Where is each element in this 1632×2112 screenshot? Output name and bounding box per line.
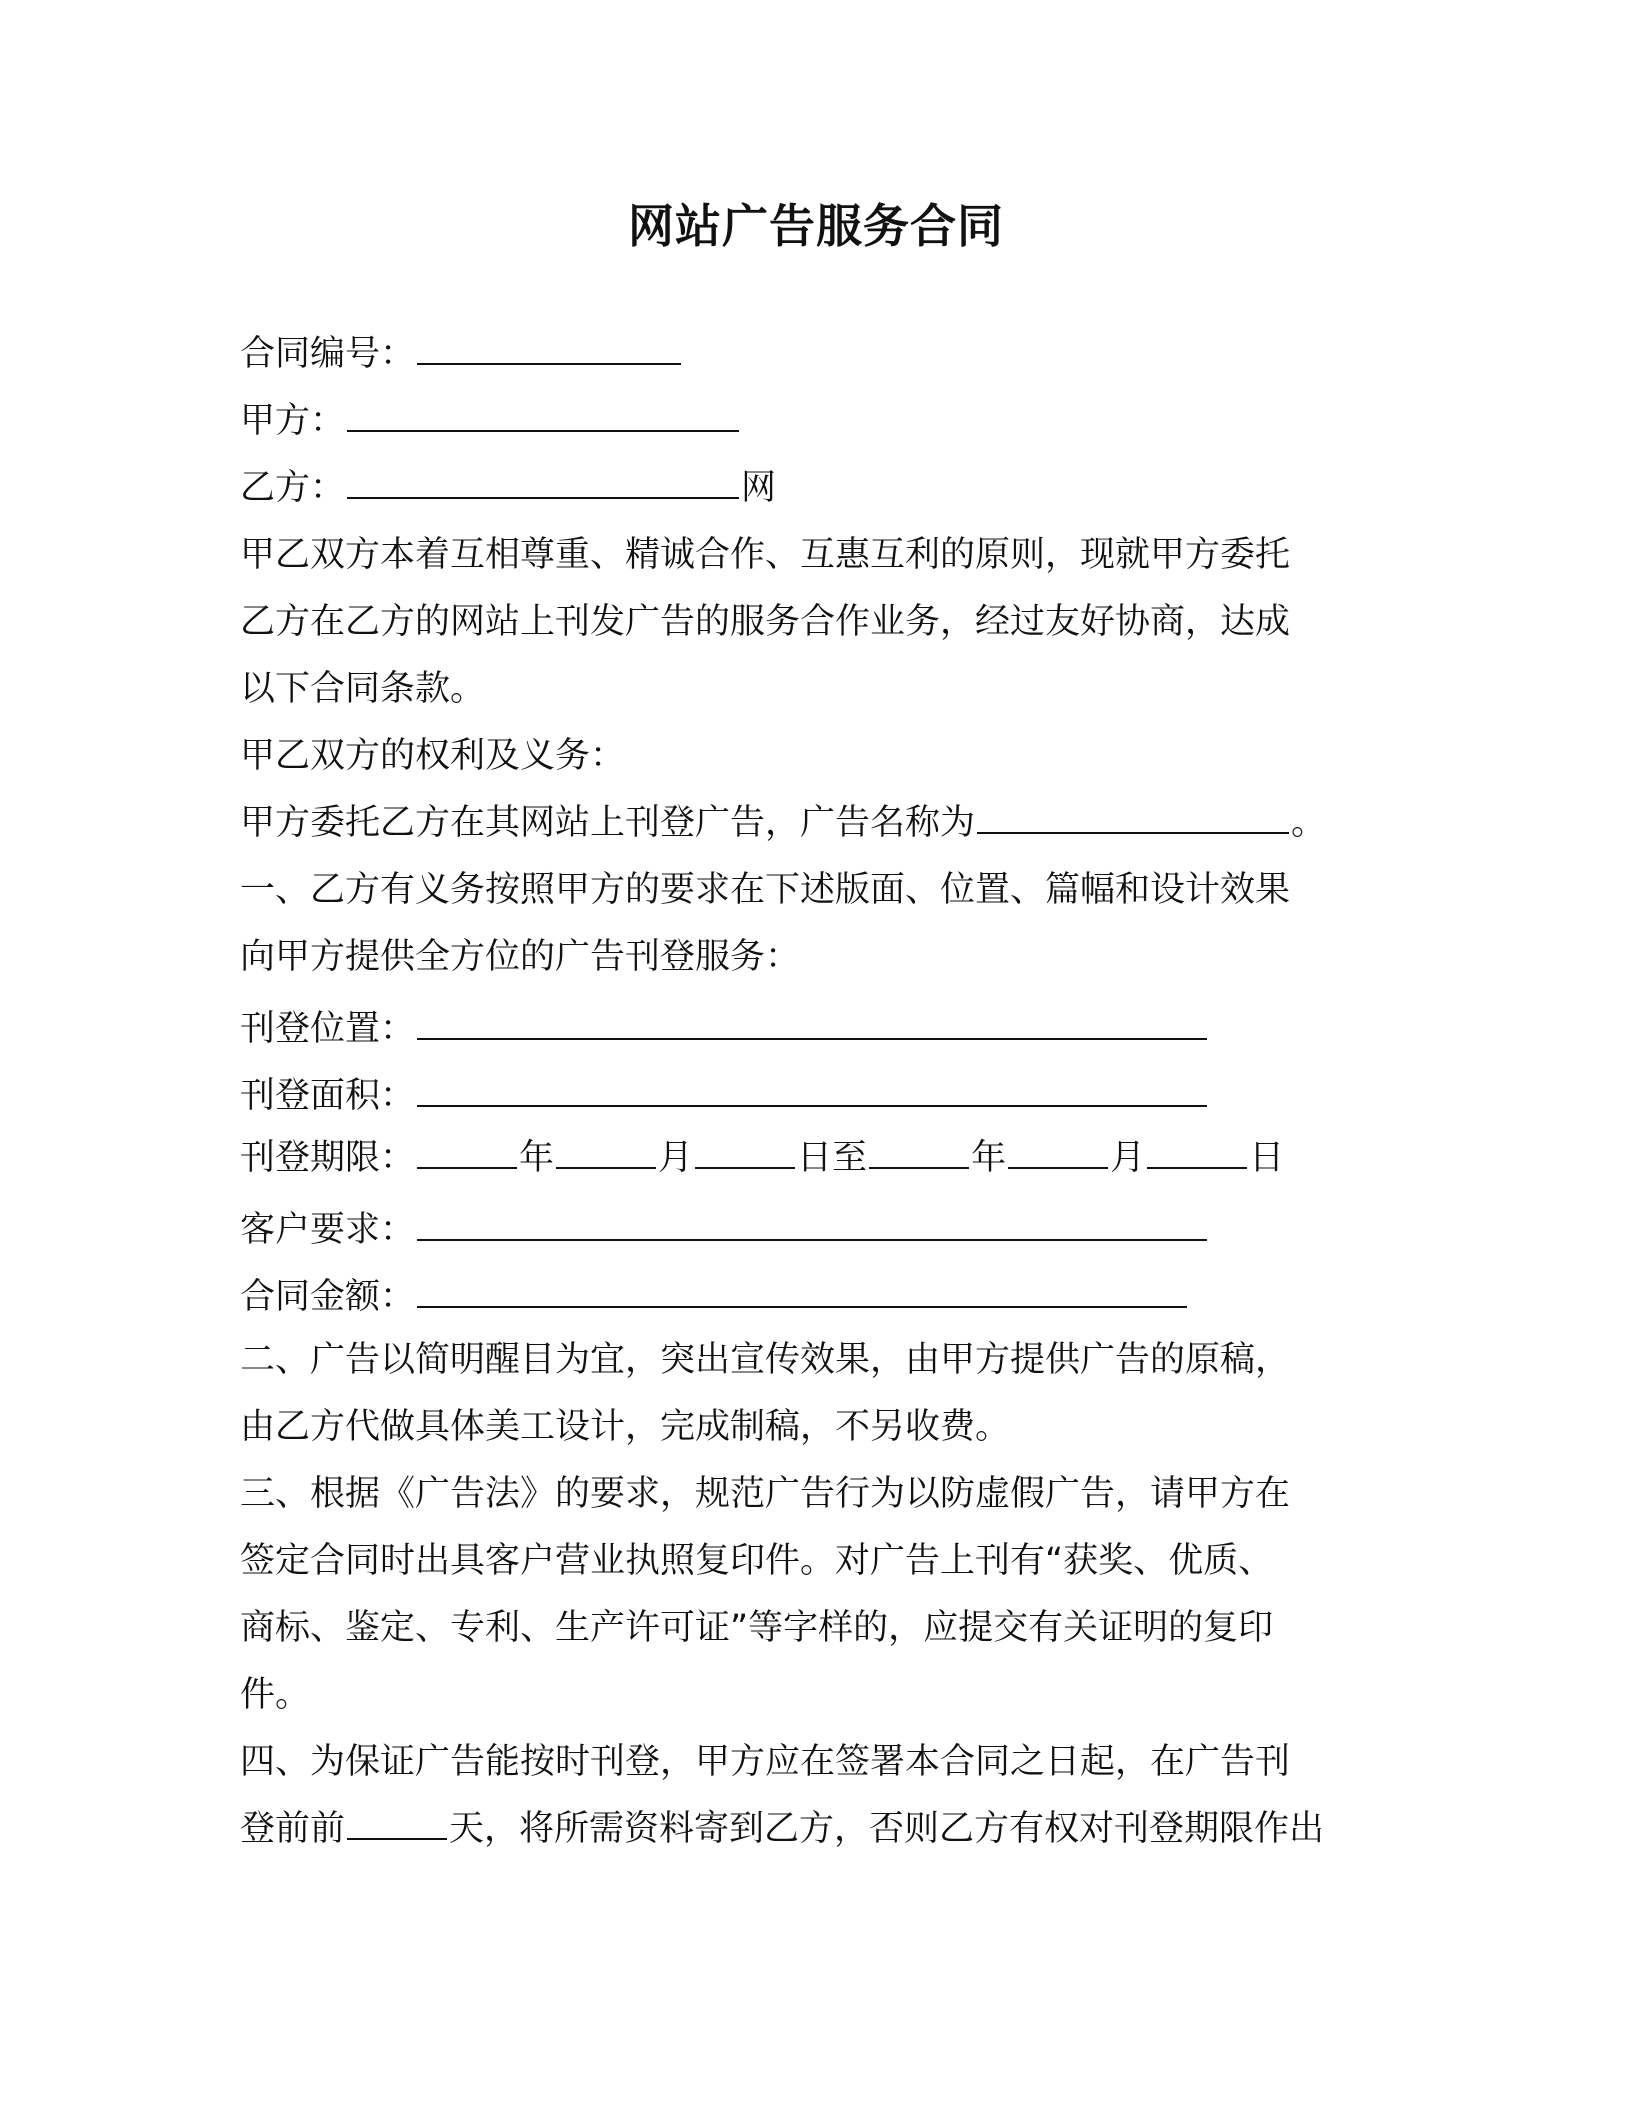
end-day-blank [1147,1137,1247,1169]
start-day-to: 日至 [797,1138,868,1178]
clause3-line-3: 商标、鉴定、专利、生产许可证”等字样的，应提交有关证明的复印 [240,1608,1274,1648]
party-b-blank [347,467,739,499]
intro-line-2: 乙方在乙方的网站上刊发广告的服务合作业务，经过友好协商，达成 [240,602,1291,642]
ad-name-line [240,799,1326,847]
party-a-line [240,397,741,445]
days-blank [347,1808,447,1840]
party-a-blank [347,400,739,432]
position-line [240,1005,1209,1053]
start-year-unit: 年 [519,1138,555,1178]
position-label: 刊登位置： [240,1009,416,1049]
contract-no-label: 合同编号： [240,334,416,374]
end-month-unit: 月 [1110,1138,1146,1178]
period-line [240,1134,1284,1182]
party-b-suffix: 网 [741,468,777,508]
end-day-unit: 日 [1249,1138,1285,1178]
start-day-blank [695,1137,795,1169]
amount-line [240,1273,1189,1321]
page-title: 网站广告服务合同 [628,199,1004,253]
intro-line-3: 以下合同条款。 [240,669,486,709]
end-month-blank [1008,1137,1108,1169]
area-line [240,1072,1209,1120]
amount-label: 合同金额： [240,1277,416,1317]
start-month-unit: 月 [658,1138,694,1178]
area-blank [417,1075,1207,1107]
clause3-line-1: 三、根据《广告法》的要求，规范广告行为以防虚假广告，请甲方在 [240,1474,1291,1514]
ad-name-suffix: 。 [1291,803,1327,843]
position-blank [417,1008,1207,1040]
clause4-line-2-prefix: 登前前 [240,1809,346,1849]
client-req-blank [417,1209,1207,1241]
rights-heading: 甲乙双方的权利及义务： [240,736,626,776]
client-req-line [240,1206,1209,1254]
clause4-line-2-suffix: 天，将所需资料寄到乙方，否则乙方有权对刊登期限作出 [449,1809,1325,1849]
clause4-line-1: 四、为保证广告能按时刊登，甲方应在签署本合同之日起，在广告刊 [240,1742,1291,1782]
contract-no-line [240,330,683,378]
clause1-line-2: 向甲方提供全方位的广告刊登服务： [240,937,801,977]
period-label: 刊登期限： [240,1138,416,1178]
party-b-label: 乙方： [240,468,346,508]
clause2-line-1: 二、广告以简明醒目为宜，突出宣传效果，由甲方提供广告的原稿， [240,1340,1291,1380]
party-b-line [240,464,776,512]
intro-line-1: 甲乙双方本着互相尊重、精诚合作、互惠互利的原则，现就甲方委托 [240,535,1291,575]
start-month-blank [556,1137,656,1169]
party-a-label: 甲方： [240,401,346,441]
area-label: 刊登面积： [240,1076,416,1116]
start-year-blank [417,1137,517,1169]
clause2-line-2: 由乙方代做具体美工设计，完成制稿，不另收费。 [240,1407,1011,1447]
end-year-blank [869,1137,969,1169]
end-year-unit: 年 [971,1138,1007,1178]
amount-blank [417,1276,1187,1308]
clause1-line-1: 一、乙方有义务按照甲方的要求在下述版面、位置、篇幅和设计效果 [240,870,1291,910]
clause3-line-2: 签定合同时出具客户营业执照复印件。对广告上刊有“获奖、优质、 [240,1541,1274,1581]
client-req-label: 客户要求： [240,1210,416,1250]
ad-name-blank [977,802,1289,834]
clause3-line-4: 件。 [240,1675,311,1715]
ad-name-prefix: 甲方委托乙方在其网站上刊登广告，广告名称为 [240,803,976,843]
clause4-line-2 [240,1805,1324,1853]
contract-no-blank [417,333,681,365]
